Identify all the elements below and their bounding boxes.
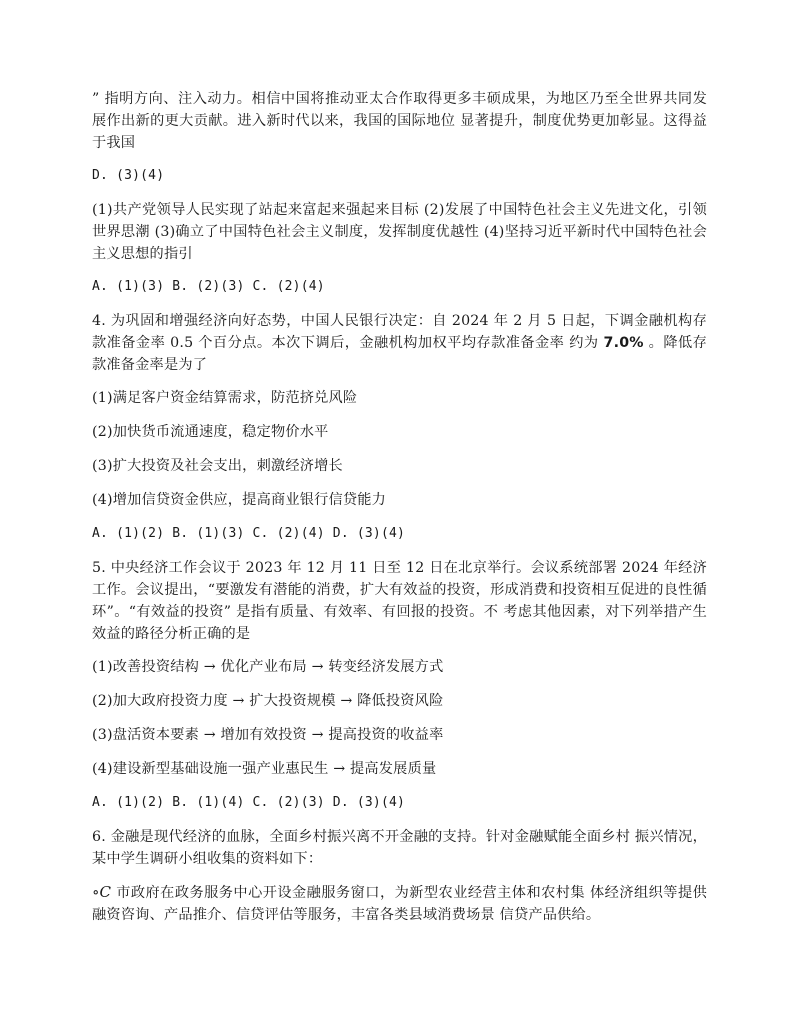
q4-stem-text-b: 。降低存款准备金率是为了 bbox=[92, 335, 707, 373]
q4-option-3: (3)扩大投资及社会支出，刺激经济增长 bbox=[92, 458, 343, 474]
q6-material bbox=[92, 881, 707, 926]
q4-stem-text-a: 4. 为巩固和增强经济向好态势，中国人民银行决定：自 2024 年 2 月 5 日起，下调金融机构存款准备金率 0.5 个百分点。本次下调后，金融机构加权平均存款准备金率 约为 bbox=[92, 313, 707, 351]
q5-option-3: (3)盘活资本要素 → 增加有效投资 → 提高投资的收益率 bbox=[92, 727, 444, 743]
q3-choices: A. (1)(3) B. (2)(3) C. (2)(4) bbox=[92, 279, 325, 294]
q5-choices: A. (1)(2) B. (1)(4) C. (2)(3) D. (3)(4) bbox=[92, 795, 406, 810]
q4-option-2: (2)加快货币流通速度，稳定物价水平 bbox=[92, 424, 329, 440]
q6-stem: 6. 金融是现代经济的血脉，全面乡村振兴离不开金融的支持。针对金融赋能全面乡村 振兴情况，某中学生调研小组收集的资料如下： bbox=[92, 829, 707, 867]
q4-choices: A. (1)(2) B. (1)(3) C. (2)(4) D. (3)(4) bbox=[92, 526, 406, 541]
q4-stem-rate: 7.0% bbox=[603, 335, 644, 351]
q5-stem: 5. 中央经济工作会议于 2023 年 12 月 11 日至 12 日在北京举行。会议系统部署 2024 年经济工作。会议提出，“要激发有潜能的消费，扩大有效益的投资，形成消费和投资相互促进的良性循环”。“有效益的投资” 是指有质量、有效率、有回报的投资。不 考虑其他因素，对下列举措产生效益的路径分析正确的是 bbox=[92, 560, 707, 642]
q6-material-text: 市政府在政务服务中心开设金融服务窗口，为新型农业经营主体和农村集 体经济组织等提供融资咨询、产品推介、信贷评估等服务，丰富各类县域消费场景 信贷产品供给。 bbox=[92, 885, 707, 923]
intro-choice-d: D. (3)(4) bbox=[92, 168, 165, 183]
q5-option-1: (1)改善投资结构 → 优化产业布局 → 转变经济发展方式 bbox=[92, 659, 444, 675]
q5-option-2: (2)加大政府投资力度 → 扩大投资规模 → 降低投资风险 bbox=[92, 693, 444, 709]
q5-option-4: (4)建设新型基础设施一强产业惠民生 → 提高发展质量 bbox=[92, 761, 437, 777]
q4-option-4: (4)增加信贷资金供应，提高商业银行信贷能力 bbox=[92, 492, 387, 508]
document-page bbox=[92, 88, 707, 937]
material-mark: ∘C bbox=[92, 883, 112, 901]
q4-option-1: (1)满足客户资金结算需求，防范挤兑风险 bbox=[92, 390, 358, 406]
intro-paragraph: ” 指明方向、注入动力。相信中国将推动亚太合作取得更多丰硕成果，为地区乃至全世界共同发展作出新的更大贡献。进入新时代以来，我国的国际地位 显著提升，制度优势更加彰显。这得益于我国 bbox=[92, 91, 707, 151]
q3-options-paragraph: (1)共产党领导人民实现了站起来富起来强起来目标 (2)发展了中国特色社会主义先进文化，引领世界思潮 (3)确立了中国特色社会主义制度，发挥制度优越性 (4)坚持习近平新时代中国特色社会主义思想的指引 bbox=[92, 202, 707, 262]
q4-stem bbox=[92, 310, 707, 376]
